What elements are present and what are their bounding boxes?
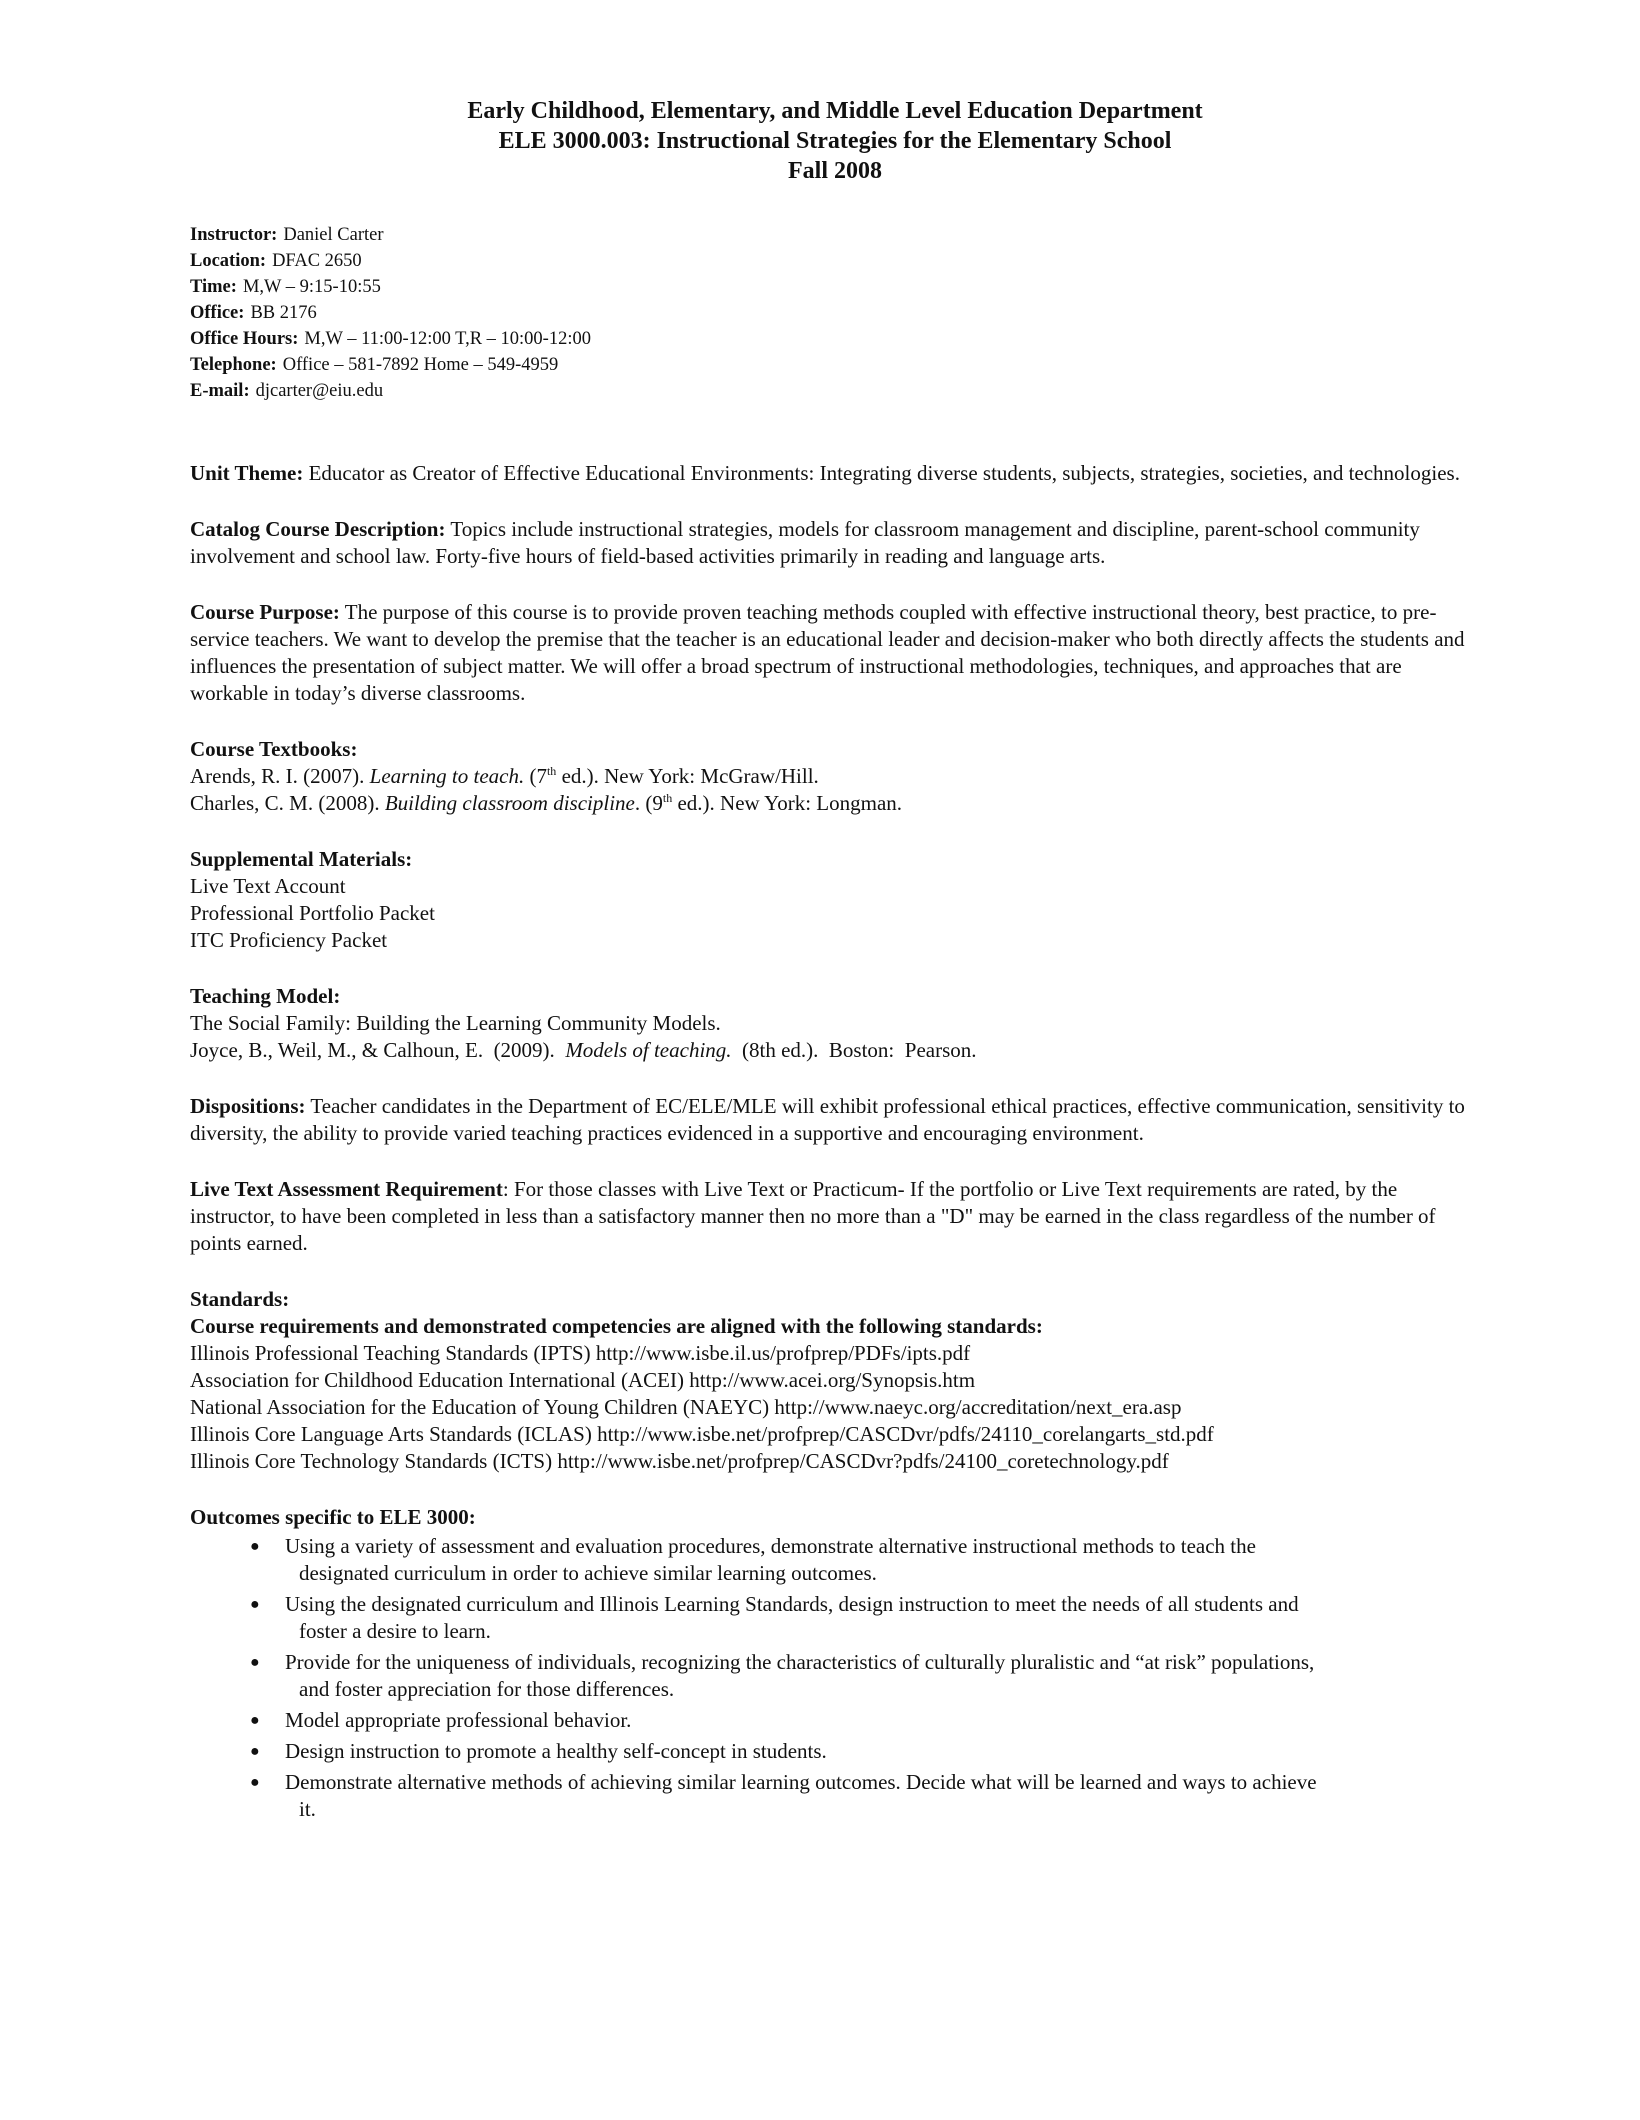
teaching-model-label: Teaching Model: (190, 984, 341, 1008)
standard-item: Illinois Professional Teaching Standards (IPTS) http://www.isbe.il.us/profprep/PDFs/ipts.pdf (190, 1341, 971, 1365)
supplemental-item: Professional Portfolio Packet (190, 901, 435, 925)
info-office-hours: Office Hours: M,W – 11:00-12:00 T,R – 10:00-12:00 (190, 329, 591, 349)
supplemental-item: ITC Proficiency Packet (190, 928, 388, 952)
list-item: ● Demonstrate alternative methods of achieving similar learning outcomes. Decide what will be learned and ways to achieve it. (250, 1770, 1317, 1821)
list-item: ● Design instruction to promote a healthy self-concept in students. (250, 1739, 827, 1763)
teaching-model-line: The Social Family: Building the Learning Community Models. (190, 1011, 721, 1035)
standard-item: Association for Childhood Education International (ACEI) http://www.acei.org/Synopsis.htm (190, 1368, 976, 1392)
textbook-item: Arends, R. I. (2007). Learning to teach. (7th ed.). New York: McGraw/Hill. (190, 764, 819, 788)
dispositions-section (190, 1093, 1480, 1147)
info-email: E-mail: djcarter@eiu.edu (190, 381, 384, 401)
bullet-icon: ● (250, 1654, 260, 1671)
dispositions-label: Dispositions: (190, 1094, 306, 1118)
teaching-model-reference: Joyce, B., Weil, M., & Calhoun, E. (2009). Models of teaching. (8th ed.). Boston: Pearson. (190, 1038, 977, 1062)
outcomes-list (190, 1533, 1480, 1823)
course-info (190, 222, 1480, 404)
catalog-text: Topics include instructional strategies, models for classroom management and discipline, parent-school community involvement and school law. Forty-five hours of field-based activities primarily in reading and language arts. (190, 517, 1420, 568)
catalog-description-section (190, 516, 1480, 570)
info-instructor: Instructor: Daniel Carter (190, 225, 384, 245)
standard-item: National Association for the Education of Young Children (NAEYC) http://www.naeyc.org/accreditation/next_era.asp (190, 1395, 1182, 1419)
info-location: Location: DFAC 2650 (190, 251, 362, 271)
dispositions-text: Teacher candidates in the Department of EC/ELE/MLE will exhibit professional ethical practices, effective communication, sensitivity to diversity, the ability to provide varied teaching practices evidenced in a supportive and encouraging environment. (190, 1094, 1465, 1145)
unit-theme-label: Unit Theme: (190, 461, 304, 485)
list-item: ● Using a variety of assessment and evaluation procedures, demonstrate alternative instructional methods to teach the designated curriculum in order to achieve similar learning outcomes. (250, 1534, 1256, 1585)
unit-theme-section (190, 460, 1480, 487)
info-office: Office: BB 2176 (190, 303, 317, 323)
course-purpose-section (190, 599, 1480, 707)
outcomes-section (190, 1504, 1480, 1823)
supplemental-section (190, 846, 1480, 954)
outcomes-label: Outcomes specific to ELE 3000: (190, 1505, 476, 1529)
list-item: ● Using the designated curriculum and Illinois Learning Standards, design instruction to meet the needs of all students and foster a desire to learn. (250, 1592, 1299, 1643)
course-title: ELE 3000.003: Instructional Strategies for the Elementary School (498, 128, 1172, 154)
unit-theme-text: Educator as Creator of Effective Educational Environments: Integrating diverse students, subjects, strategies, societies, and technologies. (308, 461, 1460, 485)
standards-label: Standards: (190, 1287, 290, 1311)
bullet-icon: ● (250, 1743, 260, 1760)
purpose-label: Course Purpose: (190, 600, 340, 624)
term-title: Fall 2008 (788, 158, 882, 184)
bullet-icon: ● (250, 1712, 260, 1729)
bullet-icon: ● (250, 1538, 260, 1555)
list-item: ● Provide for the uniqueness of individuals, recognizing the characteristics of culturally pluralistic and “at risk” populations, and foster appreciation for those differences. (250, 1650, 1315, 1701)
textbooks-section (190, 736, 1480, 817)
department-title: Early Childhood, Elementary, and Middle Level Education Department (467, 98, 1203, 124)
info-telephone: Telephone: Office – 581-7892 Home – 549-4959 (190, 355, 559, 375)
syllabus-page (190, 96, 1480, 1852)
standards-section (190, 1286, 1480, 1475)
info-time: Time: M,W – 9:15-10:55 (190, 277, 381, 297)
live-text-section (190, 1176, 1480, 1257)
textbooks-label: Course Textbooks: (190, 737, 358, 761)
standards-sublabel: Course requirements and demonstrated competencies are aligned with the following standards: (190, 1314, 1043, 1338)
supplemental-item: Live Text Account (190, 874, 346, 898)
textbook-item: Charles, C. M. (2008). Building classroom discipline. (9th ed.). New York: Longman. (190, 791, 903, 815)
live-text-label: Live Text Assessment Requirement (190, 1177, 503, 1201)
list-item: ● Model appropriate professional behavior. (250, 1708, 632, 1732)
standard-item: Illinois Core Technology Standards (ICTS) http://www.isbe.net/profprep/CASCDvr?pdfs/24100_coretechnology.pdf (190, 1449, 1169, 1473)
standard-item: Illinois Core Language Arts Standards (ICLAS) http://www.isbe.net/profprep/CASCDvr/pdfs/24110_corelangarts_std.pdf (190, 1422, 1214, 1446)
live-text-text: : For those classes with Live Text or Practicum- If the portfolio or Live Text requirements are rated, by the instructor, to have been completed in less than a satisfactory manner then no more than a "D" may be earned in the class regardless of the number of points earned. (190, 1177, 1436, 1255)
teaching-model-section (190, 983, 1480, 1064)
supplemental-label: Supplemental Materials: (190, 847, 413, 871)
catalog-label: Catalog Course Description: (190, 517, 446, 541)
bullet-icon: ● (250, 1774, 260, 1791)
document-header (190, 96, 1480, 186)
purpose-text: The purpose of this course is to provide proven teaching methods coupled with effective instructional theory, best practice, to pre-service teachers. We want to develop the premise that the teacher is an educational leader and decision-maker who both directly affects the students and influences the presentation of subject matter. We will offer a broad spectrum of instructional methodologies, techniques, and approaches that are workable in today’s diverse classrooms. (190, 600, 1465, 705)
bullet-icon: ● (250, 1596, 260, 1613)
